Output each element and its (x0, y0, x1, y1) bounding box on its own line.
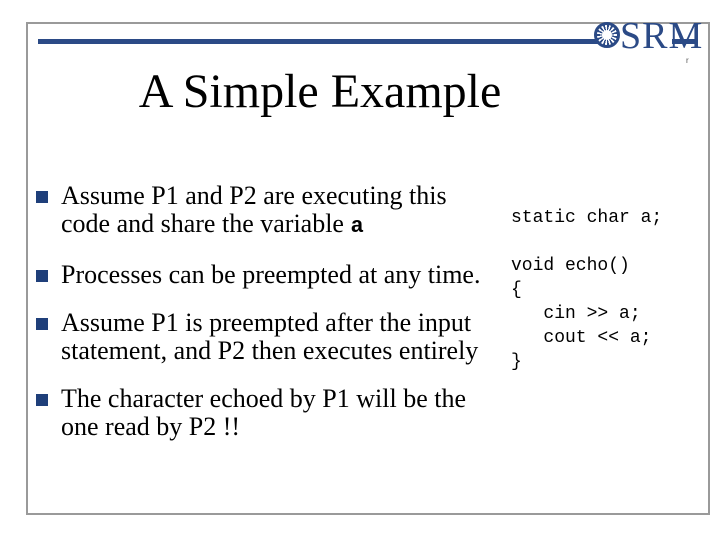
code-snippet: static char a; void echo() { cin >> a; cout << a; } (511, 208, 663, 372)
bullet-item (34, 385, 494, 441)
bullet-item (34, 182, 494, 241)
bullet-list (34, 182, 494, 441)
header-rule (38, 39, 602, 44)
seal-icon (594, 22, 620, 48)
bullet-square-icon (36, 191, 48, 203)
logo-tagline: r (686, 56, 689, 65)
bullet-square-icon (36, 394, 48, 406)
bullet-square-icon (36, 270, 48, 282)
bullet-text: The character echoed by P1 will be the one read by P2 !! (61, 384, 466, 441)
logo-text: SRM (620, 15, 704, 57)
bullet-text: Assume P1 and P2 are executing this code and share the variable (61, 181, 447, 238)
bullet-item (34, 261, 494, 289)
slide-title: A Simple Example (138, 65, 502, 118)
bullet-text: Processes can be preempted at any time. (61, 260, 481, 289)
bullet-text: Assume P1 is preempted after the input statement, and P2 then executes entirely (61, 308, 479, 365)
bullet-square-icon (36, 318, 48, 330)
code-variable: a (350, 214, 364, 239)
bullet-item (34, 309, 494, 365)
